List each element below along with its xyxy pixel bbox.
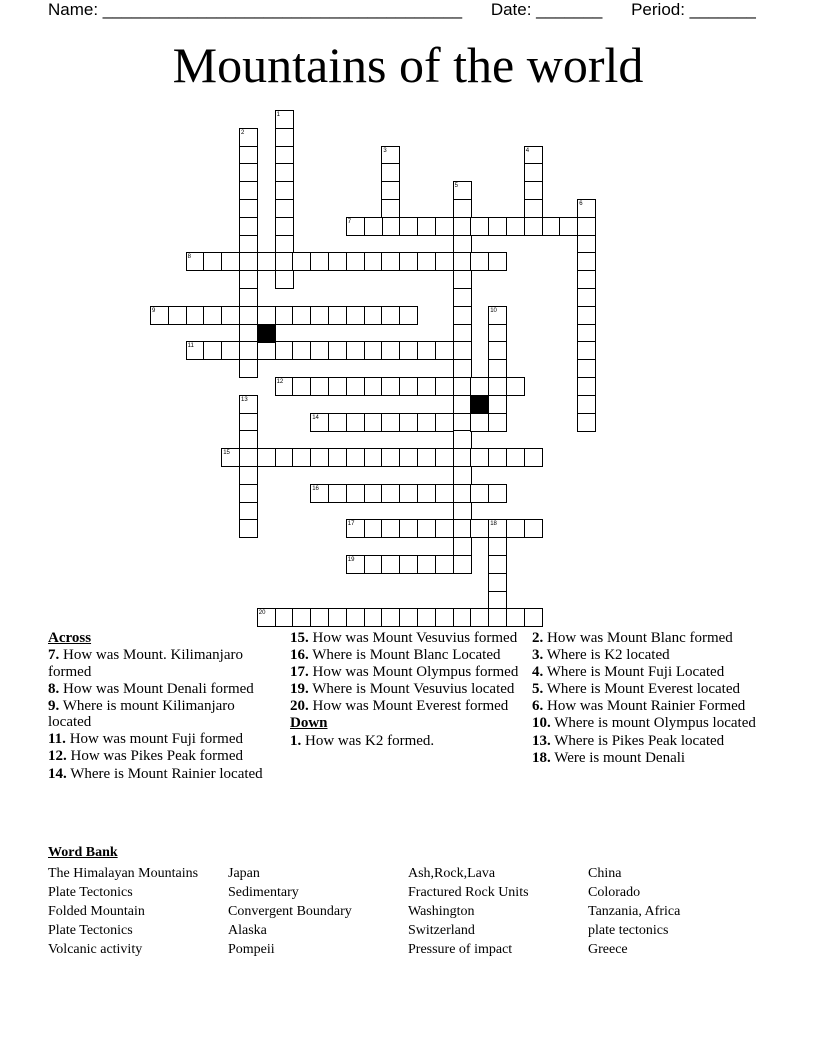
crossword-cell[interactable] <box>328 608 347 627</box>
clue-number: 9 <box>152 307 156 314</box>
crossword-cell[interactable] <box>470 252 489 271</box>
crossword-cell[interactable] <box>453 430 472 449</box>
word-bank-entry: plate tectonics <box>588 923 669 938</box>
clue-down-4: 4. Where is Mount Fuji Located <box>532 664 725 681</box>
clue-number: 18 <box>490 521 497 528</box>
crossword-cell[interactable] <box>275 306 294 325</box>
crossword-cell[interactable] <box>381 519 400 538</box>
crossword-cell[interactable] <box>364 341 383 360</box>
crossword-cell[interactable] <box>310 448 329 467</box>
crossword-cell[interactable] <box>453 555 472 574</box>
crossword-cell[interactable] <box>364 608 383 627</box>
crossword-cell[interactable] <box>453 537 472 556</box>
clue-number: 10 <box>490 307 497 314</box>
crossword-cell[interactable] <box>488 537 507 556</box>
crossword-cell[interactable] <box>453 502 472 521</box>
crossword-cell[interactable] <box>239 217 258 236</box>
crossword-cell[interactable] <box>577 252 596 271</box>
clue-number: 11 <box>187 343 194 350</box>
crossword-cell[interactable] <box>364 252 383 271</box>
crossword-cell[interactable] <box>257 448 276 467</box>
crossword-cell[interactable] <box>417 608 436 627</box>
crossword-cell[interactable] <box>381 199 400 218</box>
crossword-cell[interactable] <box>203 252 222 271</box>
clue-number: 17 <box>347 521 355 528</box>
crossword-cell[interactable] <box>577 288 596 307</box>
crossword-cell[interactable] <box>346 448 365 467</box>
word-bank-entry: Ash,Rock,Lava <box>408 866 496 881</box>
clue-number: 3 <box>383 147 387 154</box>
crossword-cell[interactable] <box>488 448 507 467</box>
word-bank-entry: Sedimentary <box>228 885 299 900</box>
clue-across-14: 14. Where is Mount Rainier located <box>48 765 263 782</box>
crossword-cell[interactable] <box>257 252 276 271</box>
crossword-cell[interactable] <box>239 252 258 271</box>
crossword-cell[interactable] <box>381 448 400 467</box>
clue-down-5: 5. Where is Mount Everest located <box>532 681 740 698</box>
crossword-cell[interactable] <box>239 199 258 218</box>
word-bank-entry: Alaska <box>228 923 267 938</box>
crossword-cell[interactable] <box>453 413 472 432</box>
crossword-cell[interactable] <box>399 341 418 360</box>
crossword-cell[interactable] <box>239 448 258 467</box>
page-title: Mountains of the world <box>172 37 644 93</box>
crossword-cell[interactable] <box>381 555 400 574</box>
crossword-cell[interactable] <box>506 519 525 538</box>
crossword-cell[interactable] <box>577 359 596 378</box>
crossword-cell[interactable] <box>364 217 383 236</box>
crossword-cell[interactable] <box>275 448 294 467</box>
crossword-cell[interactable] <box>488 324 507 343</box>
crossword-cell[interactable] <box>239 163 258 182</box>
crossword-cell[interactable] <box>292 306 311 325</box>
word-bank-entry: Pressure of impact <box>408 942 513 957</box>
clue-column-2 <box>290 630 520 750</box>
crossword-cell[interactable] <box>275 270 294 289</box>
crossword-cell[interactable] <box>453 448 472 467</box>
crossword-cell[interactable] <box>577 377 596 396</box>
clue-across-12: 12. How was Pikes Peak formed <box>48 748 243 765</box>
across-heading: Across <box>48 630 92 646</box>
crossword-cell[interactable] <box>524 448 543 467</box>
clue-column-1 <box>48 630 273 783</box>
crossword-cell[interactable] <box>506 377 525 396</box>
word-bank-entry: Japan <box>228 866 260 881</box>
crossword-cell[interactable] <box>346 377 365 396</box>
down-heading: Down <box>290 715 328 732</box>
crossword-cell[interactable] <box>399 217 418 236</box>
crossword-cell[interactable] <box>488 608 507 627</box>
crossword-cell[interactable] <box>346 252 365 271</box>
crossword-cell[interactable] <box>577 413 596 432</box>
crossword-cell[interactable] <box>221 252 240 271</box>
crossword-cell[interactable] <box>328 252 347 271</box>
crossword-black-cell <box>257 324 276 343</box>
crossword-cell[interactable] <box>488 591 507 610</box>
clue-down-10: 10. Where is mount Olympus located <box>532 715 756 732</box>
clue-across-8: 8. How was Mount Denali formed <box>48 680 254 697</box>
crossword-cell[interactable] <box>417 555 436 574</box>
clue-number: 4 <box>525 147 530 154</box>
crossword-cell[interactable] <box>417 484 436 503</box>
crossword-cell[interactable] <box>221 341 240 360</box>
crossword-cell[interactable] <box>328 448 347 467</box>
clue-across-15: 15. How was Mount Vesuvius formed <box>290 630 518 646</box>
crossword-cell[interactable] <box>399 519 418 538</box>
clue-number: 12 <box>276 379 284 385</box>
word-bank-entry: Plate Tectonics <box>48 923 133 938</box>
clue-number: 1 <box>276 112 280 118</box>
word-bank-entry: Plate Tectonics <box>48 885 133 900</box>
crossword-cell[interactable] <box>488 395 507 414</box>
crossword-cell[interactable] <box>488 573 507 592</box>
crossword-cell[interactable] <box>328 377 347 396</box>
crossword-cell[interactable] <box>275 163 294 182</box>
crossword-cell[interactable] <box>168 306 187 325</box>
crossword-cell[interactable] <box>275 235 294 254</box>
crossword-cell[interactable] <box>239 270 258 289</box>
crossword-cell[interactable] <box>506 448 525 467</box>
crossword-cell[interactable] <box>577 324 596 343</box>
clue-number: 13 <box>241 396 248 403</box>
clue-down-2: 2. How was Mount Blanc formed <box>532 630 733 646</box>
crossword-cell[interactable] <box>577 306 596 325</box>
crossword-cell[interactable] <box>292 448 311 467</box>
crossword-cell[interactable] <box>577 395 596 414</box>
crossword-cell[interactable] <box>453 608 472 627</box>
crossword-cell[interactable] <box>381 252 400 271</box>
clue-number: 20 <box>258 610 266 617</box>
word-bank-entry: Folded Mountain <box>48 904 145 919</box>
crossword-cell[interactable] <box>488 484 507 503</box>
period-field[interactable]: Period: _______ <box>631 0 756 19</box>
crossword-black-cell <box>470 395 489 414</box>
word-bank-heading: Word Bank <box>48 845 118 860</box>
crossword-cell[interactable] <box>524 608 543 627</box>
word-bank-entry: Volcanic activity <box>48 942 143 957</box>
crossword-cell[interactable] <box>399 377 418 396</box>
crossword-cell[interactable] <box>239 288 258 307</box>
crossword-cell[interactable] <box>488 217 507 236</box>
crossword-cell[interactable] <box>577 270 596 289</box>
crossword-cell[interactable] <box>453 288 472 307</box>
word-bank-entry: Fractured Rock Units <box>408 885 529 900</box>
word-bank-entry: Greece <box>588 942 628 957</box>
crossword-cell[interactable] <box>524 163 543 182</box>
word-bank-entry: Tanzania, Africa <box>588 904 681 919</box>
crossword-cell[interactable] <box>381 484 400 503</box>
crossword-cell[interactable] <box>453 484 472 503</box>
crossword-cell[interactable] <box>275 217 294 236</box>
crossword-cell[interactable] <box>257 306 276 325</box>
crossword-cell[interactable] <box>417 519 436 538</box>
crossword-cell[interactable] <box>399 252 418 271</box>
crossword-cell[interactable] <box>399 413 418 432</box>
crossword-cell[interactable] <box>203 341 222 360</box>
crossword-cell[interactable] <box>292 341 311 360</box>
crossword-cell[interactable] <box>524 217 543 236</box>
clue-across-9: 9. Where is mount Kilimanjaro located <box>48 697 235 731</box>
clue-number: 16 <box>312 485 319 492</box>
crossword-cell[interactable] <box>381 306 400 325</box>
clue-across-7: 7. How was Mount. Kilimanjaro formed <box>48 647 243 680</box>
crossword-cell[interactable] <box>524 519 543 538</box>
crossword-cell[interactable] <box>239 519 258 538</box>
clue-number: 7 <box>347 218 352 225</box>
clue-number: 15 <box>223 450 230 457</box>
crossword-cell[interactable] <box>488 555 507 574</box>
crossword-cell[interactable] <box>328 341 347 360</box>
crossword-cell[interactable] <box>435 448 454 467</box>
crossword-cell[interactable] <box>310 377 329 396</box>
word-bank-entry: Colorado <box>588 885 641 900</box>
crossword-cell[interactable] <box>310 252 329 271</box>
crossword-cell[interactable] <box>453 377 472 396</box>
crossword-cell[interactable] <box>399 448 418 467</box>
clue-number: 8 <box>187 254 191 261</box>
crossword-cell[interactable] <box>524 181 543 200</box>
crossword-cell[interactable] <box>328 484 347 503</box>
crossword-cell[interactable] <box>417 413 436 432</box>
crossword-cell[interactable] <box>275 608 294 627</box>
crossword-cell[interactable] <box>399 484 418 503</box>
crossword-cell[interactable] <box>381 163 400 182</box>
clue-number: 5 <box>454 183 458 190</box>
crossword-cell[interactable] <box>381 377 400 396</box>
crossword-cell[interactable] <box>435 252 454 271</box>
crossword-cell[interactable] <box>453 466 472 485</box>
crossword-cell[interactable] <box>292 377 311 396</box>
crossword-cell[interactable] <box>488 413 507 432</box>
clue-across-17: 17. How was Mount Olympus formed <box>290 664 519 681</box>
crossword-cell[interactable] <box>417 448 436 467</box>
crossword-cell[interactable] <box>364 519 383 538</box>
crossword-cell[interactable] <box>239 341 258 360</box>
clue-down-3: 3. Where is K2 located <box>532 647 670 664</box>
crossword-cell[interactable] <box>328 306 347 325</box>
crossword-cell[interactable] <box>417 217 436 236</box>
clue-across-11: 11. How was mount Fuji formed <box>48 731 244 748</box>
clue-number: 6 <box>579 201 583 207</box>
word-bank-column-2 <box>228 864 352 959</box>
crossword-cell[interactable] <box>470 448 489 467</box>
word-bank-column-1 <box>48 864 198 959</box>
crossword-cell[interactable] <box>364 413 383 432</box>
crossword-cell[interactable] <box>470 413 489 432</box>
crossword-cell[interactable] <box>399 306 418 325</box>
crossword-cell[interactable] <box>435 484 454 503</box>
crossword-cell[interactable] <box>364 377 383 396</box>
crossword-cell[interactable] <box>470 377 489 396</box>
crossword-cell[interactable] <box>346 484 365 503</box>
crossword-cell[interactable] <box>470 484 489 503</box>
crossword-cell[interactable] <box>453 519 472 538</box>
clue-across-16: 16. Where is Mount Blanc Located <box>290 647 501 664</box>
crossword-cell[interactable] <box>435 519 454 538</box>
crossword-cell[interactable] <box>310 341 329 360</box>
name-field[interactable]: Name: ______________________________________ <box>48 0 463 19</box>
word-bank-column-3 <box>408 864 529 959</box>
crossword-cell[interactable] <box>346 341 365 360</box>
crossword-cell[interactable] <box>239 235 258 254</box>
crossword-cell[interactable] <box>381 608 400 627</box>
crossword-cell[interactable] <box>470 608 489 627</box>
crossword-cell[interactable] <box>310 608 329 627</box>
crossword-cell[interactable] <box>239 324 258 343</box>
crossword-cell[interactable] <box>275 252 294 271</box>
crossword-cell[interactable] <box>453 199 472 218</box>
crossword-cell[interactable] <box>239 306 258 325</box>
crossword-cell[interactable] <box>435 555 454 574</box>
crossword-cell[interactable] <box>239 413 258 432</box>
word-bank-entry: Washington <box>408 904 475 919</box>
crossword-cell[interactable] <box>453 395 472 414</box>
crossword-cell[interactable] <box>470 519 489 538</box>
crossword-cell[interactable] <box>435 413 454 432</box>
word-bank-entry: Switzerland <box>408 923 475 938</box>
date-field[interactable]: Date: _______ <box>490 0 603 19</box>
crossword-cell[interactable] <box>453 324 472 343</box>
crossword-cell[interactable] <box>435 608 454 627</box>
crossword-cell[interactable] <box>381 217 400 236</box>
crossword-cell[interactable] <box>453 306 472 325</box>
crossword-cell[interactable] <box>381 341 400 360</box>
clue-across-19: 19. Where is Mount Vesuvius located <box>290 681 515 698</box>
crossword-cell[interactable] <box>346 608 365 627</box>
crossword-cell[interactable] <box>275 146 294 165</box>
clue-number: 19 <box>347 557 355 563</box>
word-bank-entry: China <box>588 866 622 881</box>
crossword-cell[interactable] <box>346 306 365 325</box>
clue-down-6: 6. How was Mount Rainier Formed <box>532 698 746 715</box>
crossword-cell[interactable] <box>417 252 436 271</box>
crossword-cell[interactable] <box>453 341 472 360</box>
crossword-cell[interactable] <box>453 359 472 378</box>
crossword-cell[interactable] <box>275 181 294 200</box>
crossword-cell[interactable] <box>435 377 454 396</box>
crossword-cell[interactable] <box>275 199 294 218</box>
crossword-cell[interactable] <box>346 413 365 432</box>
clue-down-18: 18. Were is mount Denali <box>532 749 686 766</box>
crossword-cell[interactable] <box>239 466 258 485</box>
crossword-cell[interactable] <box>506 217 525 236</box>
crossword-cell[interactable] <box>203 306 222 325</box>
word-bank-entry: Pompeii <box>228 942 275 957</box>
crossword-cell[interactable] <box>239 484 258 503</box>
crossword-cell[interactable] <box>488 341 507 360</box>
crossword-cell[interactable] <box>381 181 400 200</box>
crossword-cell[interactable] <box>239 181 258 200</box>
crossword-cell[interactable] <box>292 608 311 627</box>
clue-number: 2 <box>241 129 245 136</box>
word-bank-column-4 <box>588 864 680 959</box>
crossword-cell[interactable] <box>399 555 418 574</box>
crossword-cell[interactable] <box>577 217 596 236</box>
crossword-cell[interactable] <box>577 341 596 360</box>
crossword-cell[interactable] <box>186 306 205 325</box>
clue-down-13: 13. Where is Pikes Peak located <box>532 732 725 749</box>
word-bank-entry: The Himalayan Mountains <box>48 866 199 881</box>
crossword-cell[interactable] <box>381 413 400 432</box>
crossword-cell[interactable] <box>453 235 472 254</box>
crossword-cell[interactable] <box>364 306 383 325</box>
crossword-cell[interactable] <box>239 502 258 521</box>
crossword-cell[interactable] <box>417 377 436 396</box>
crossword-cell[interactable] <box>364 555 383 574</box>
crossword-cell[interactable] <box>488 377 507 396</box>
word-bank-entry: Convergent Boundary <box>228 904 352 919</box>
crossword-cell[interactable] <box>542 217 561 236</box>
clue-number: 14 <box>312 414 319 421</box>
crossword-cell[interactable] <box>577 235 596 254</box>
crossword-cell[interactable] <box>292 252 311 271</box>
crossword-cell[interactable] <box>453 270 472 289</box>
clue-down-1: 1. How was K2 formed. <box>290 732 435 749</box>
crossword-cell[interactable] <box>435 341 454 360</box>
crossword-cell[interactable] <box>328 413 347 432</box>
crossword-cell[interactable] <box>239 430 258 449</box>
crossword-cell[interactable] <box>364 448 383 467</box>
clue-column-3 <box>532 630 772 767</box>
crossword-cell[interactable] <box>488 252 507 271</box>
crossword-cell[interactable] <box>488 359 507 378</box>
crossword-cell[interactable] <box>417 341 436 360</box>
crossword-cell[interactable] <box>221 306 240 325</box>
crossword-cell[interactable] <box>239 146 258 165</box>
crossword-cell[interactable] <box>559 217 578 236</box>
crossword-cell[interactable] <box>364 484 383 503</box>
crossword-cell[interactable] <box>524 199 543 218</box>
crossword-cell[interactable] <box>399 608 418 627</box>
crossword-cell[interactable] <box>453 217 472 236</box>
crossword-cell[interactable] <box>470 217 489 236</box>
crossword-cell[interactable] <box>435 217 454 236</box>
crossword-cell[interactable] <box>239 359 258 378</box>
crossword-cell[interactable] <box>275 128 294 147</box>
crossword-cell[interactable] <box>310 306 329 325</box>
crossword-cell[interactable] <box>453 252 472 271</box>
crossword-cell[interactable] <box>506 608 525 627</box>
crossword-cell[interactable] <box>275 341 294 360</box>
clue-across-20: 20. How was Mount Everest formed <box>290 698 509 715</box>
crossword-cell[interactable] <box>257 341 276 360</box>
